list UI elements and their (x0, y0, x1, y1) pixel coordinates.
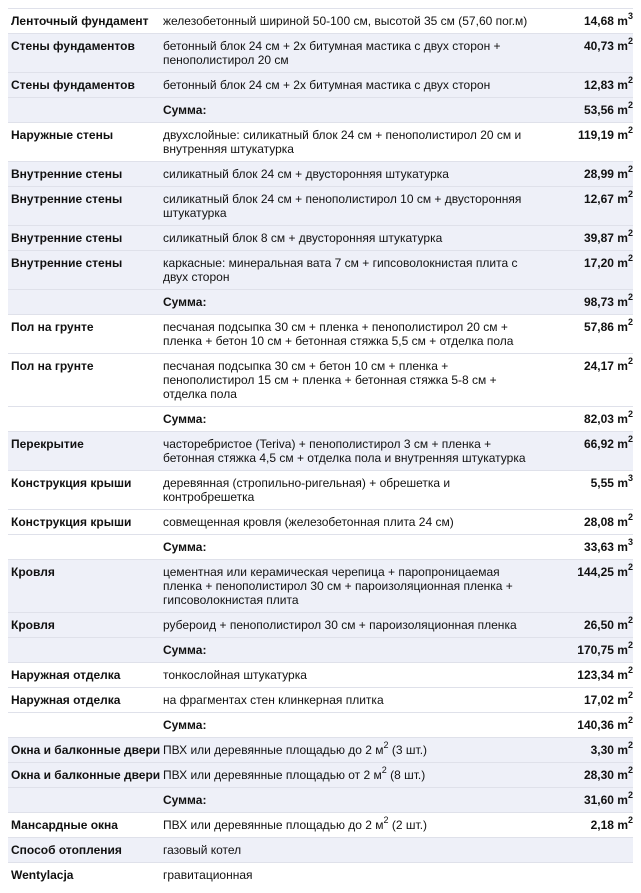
description-text: ПВХ или деревянные площадью до 2 м (163, 818, 384, 832)
element-value (546, 34, 633, 73)
description-text: Сумма: (163, 540, 207, 554)
element-name (8, 251, 163, 290)
element-name (8, 560, 163, 613)
sum-row (8, 535, 633, 560)
unit-exponent: 2 (627, 317, 633, 327)
element-value (546, 315, 633, 354)
description-text: газовый котел (163, 843, 242, 857)
description-text: цементная или керамическая черепица + паропроницаемая пленка + пенополистирол 30 см + пароизоляционная пленка + гипсоволокнистая плита (163, 565, 513, 607)
unit-exponent: 2 (627, 512, 633, 522)
element-name (8, 98, 163, 123)
unit-exponent: 2 (627, 164, 633, 174)
element-name (8, 471, 163, 510)
description-tail: (8 шт.) (386, 768, 426, 782)
element-name-text: Внутренние стены (11, 167, 123, 181)
value-text: 17,02 m (583, 693, 628, 707)
element-description (163, 187, 546, 226)
element-description (163, 663, 546, 688)
element-value (546, 290, 633, 315)
unit-exponent: 2 (627, 790, 633, 800)
description-tail: (3 шт.) (388, 743, 428, 757)
table-row (8, 838, 633, 863)
unit-exponent: 2 (627, 75, 633, 85)
sum-row (8, 638, 633, 663)
element-name (8, 432, 163, 471)
element-name-text: Мансардные окна (11, 818, 118, 832)
element-description (163, 838, 546, 863)
element-value (546, 187, 633, 226)
element-description (163, 98, 546, 123)
table-body (8, 9, 633, 888)
sum-row (8, 788, 633, 813)
element-name (8, 738, 163, 763)
element-description (163, 354, 546, 407)
element-name-text: Внутренние стены (11, 192, 123, 206)
element-name (8, 663, 163, 688)
unit-exponent: 2 (627, 690, 633, 700)
building-specs-table (8, 8, 633, 887)
element-name-text: Стены фундаментов (11, 39, 135, 53)
element-value (546, 123, 633, 162)
element-description (163, 432, 546, 471)
unit-exponent: 2 (627, 640, 633, 650)
element-value (546, 663, 633, 688)
description-text: силикатный блок 8 см + двусторонняя штукатурка (163, 231, 443, 245)
value-text: 31,60 m (583, 793, 628, 807)
description-text: часторебристое (Teriva) + пенополистирол 3 см + пленка + бетонная стяжка 4,5 см + отделка пола и внутренняя штукатурка (163, 437, 526, 465)
element-name-text: Кровля (11, 618, 55, 632)
description-text: деревянная (стропильно-ригельная) + обрешетка и контробрешетка (163, 476, 451, 504)
unit-exponent: 2 (627, 562, 633, 572)
element-name-text: Ленточный фундамент (11, 14, 149, 28)
element-name (8, 226, 163, 251)
element-name (8, 354, 163, 407)
description-text: рубероид + пенополистирол 30 см + пароизоляционная пленка (163, 618, 517, 632)
element-description (163, 73, 546, 98)
description-text: Сумма: (163, 718, 207, 732)
unit-exponent: 2 (627, 740, 633, 750)
value-text: 66,92 m (583, 437, 628, 451)
description-text: двухслойные: силикатный блок 24 см + пенополистирол 20 см и внутренняя штукатурка (163, 128, 522, 156)
element-description (163, 613, 546, 638)
element-name (8, 838, 163, 863)
element-description (163, 763, 546, 788)
value-text: 12,83 m (583, 78, 628, 92)
sum-row (8, 407, 633, 432)
unit-exponent: 2 (627, 356, 633, 366)
description-text: бетонный блок 24 см + 2х битумная мастика с двух сторон (163, 78, 491, 92)
unit-exponent: 2 (627, 189, 633, 199)
element-description (163, 738, 546, 763)
table-row (8, 73, 633, 98)
sum-row (8, 290, 633, 315)
table-row (8, 813, 633, 838)
element-name (8, 688, 163, 713)
element-value (546, 763, 633, 788)
element-value (546, 813, 633, 838)
element-name-text: Стены фундаментов (11, 78, 135, 92)
element-name (8, 510, 163, 535)
description-text: Сумма: (163, 412, 207, 426)
description-text: Сумма: (163, 643, 207, 657)
value-text: 28,99 m (583, 167, 628, 181)
element-name-text: Пол на грунте (11, 320, 94, 334)
element-name-text: Конструкция крыши (11, 515, 132, 529)
value-text: 26,50 m (583, 618, 628, 632)
description-text: силикатный блок 24 см + пенополистирол 10 см + двусторонняя штукатурка (163, 192, 522, 220)
element-description (163, 688, 546, 713)
element-name (8, 638, 163, 663)
element-name-text: Наружная отделка (11, 668, 121, 682)
value-text: 119,19 m (577, 128, 628, 142)
element-name (8, 9, 163, 34)
element-name-text: Окна и балконные двери (11, 743, 161, 757)
table-row (8, 688, 633, 713)
table-row (8, 613, 633, 638)
element-description (163, 638, 546, 663)
element-description (163, 162, 546, 187)
value-text: 28,08 m (583, 515, 628, 529)
value-text: 57,86 m (583, 320, 628, 334)
element-name-text: Наружные стены (11, 128, 114, 142)
element-name (8, 73, 163, 98)
value-text: 28,30 m (583, 768, 628, 782)
table-row (8, 738, 633, 763)
element-name (8, 162, 163, 187)
table-row (8, 187, 633, 226)
unit-exponent: 2 (627, 434, 633, 444)
element-description (163, 9, 546, 34)
element-description (163, 788, 546, 813)
description-text: Сумма: (163, 103, 207, 117)
element-description (163, 813, 546, 838)
unit-exponent: 2 (627, 815, 633, 825)
element-value (546, 471, 633, 510)
element-name (8, 763, 163, 788)
element-name (8, 613, 163, 638)
element-name (8, 123, 163, 162)
element-value (546, 560, 633, 613)
unit-exponent: 2 (627, 253, 633, 263)
description-text: песчаная подсыпка 30 см + бетон 10 см + пленка + пенополистирол 15 см + пленка + бетонная стяжка 5-8 см + отделка пола (163, 359, 497, 401)
element-name (8, 290, 163, 315)
description-text: силикатный блок 24 см + двусторонняя штукатурка (163, 167, 449, 181)
value-text: 39,87 m (583, 231, 628, 245)
value-text: 53,56 m (583, 103, 628, 117)
value-text: 2,18 m (590, 818, 628, 832)
value-text: 170,75 m (577, 643, 628, 657)
description-text: гравитационная (163, 868, 253, 882)
description-text: песчаная подсыпка 30 см + пленка + пенополистирол 20 см + пленка + бетон 10 см + бетонная стяжка 5,5 см + отделка пола (163, 320, 514, 348)
description-text: бетонный блок 24 см + 2х битумная мастика с двух сторон + пенополистирол 20 см (163, 39, 501, 67)
element-value (546, 162, 633, 187)
description-exponent: 2 (383, 740, 389, 750)
unit-exponent: 2 (627, 615, 633, 625)
description-text: на фрагментах стен клинкерная плитка (163, 693, 384, 707)
value-text: 12,67 m (583, 192, 628, 206)
element-name-text: Окна и балконные двери (11, 768, 161, 782)
description-text: ПВХ или деревянные площадью от 2 м (163, 768, 382, 782)
description-text: каркасные: минеральная вата 7 см + гипсоволокнистая плита с двух сторон (163, 256, 518, 284)
element-name-text: Конструкция крыши (11, 476, 132, 490)
element-value (546, 613, 633, 638)
element-value (546, 432, 633, 471)
table-row (8, 9, 633, 34)
element-value (546, 688, 633, 713)
element-description (163, 290, 546, 315)
element-description (163, 123, 546, 162)
value-text: 17,20 m (583, 256, 628, 270)
element-description (163, 863, 546, 888)
unit-exponent: 2 (627, 409, 633, 419)
unit-exponent: 2 (627, 36, 633, 46)
description-text: Сумма: (163, 295, 207, 309)
element-description (163, 535, 546, 560)
unit-exponent: 2 (627, 765, 633, 775)
element-description (163, 226, 546, 251)
value-text: 3,30 m (590, 743, 628, 757)
element-description (163, 34, 546, 73)
description-text: совмещенная кровля (железобетонная плита 24 см) (163, 515, 454, 529)
table-row (8, 315, 633, 354)
element-name-text: Внутренние стены (11, 231, 123, 245)
element-value (546, 713, 633, 738)
table-row (8, 226, 633, 251)
value-text: 33,63 m (583, 540, 628, 554)
value-text: 14,68 m (583, 14, 628, 28)
unit-exponent: 3 (627, 537, 633, 547)
element-name (8, 713, 163, 738)
sum-row (8, 713, 633, 738)
table-row (8, 162, 633, 187)
value-text: 123,34 m (577, 668, 628, 682)
element-name-text: Wentylacja (11, 868, 74, 882)
description-text: ПВХ или деревянные площадью до 2 м (163, 743, 384, 757)
element-description (163, 510, 546, 535)
element-description (163, 560, 546, 613)
element-description (163, 471, 546, 510)
table-row (8, 863, 633, 888)
element-value (546, 407, 633, 432)
unit-exponent: 3 (627, 473, 633, 483)
value-text: 40,73 m (583, 39, 628, 53)
element-name (8, 863, 163, 888)
element-name-text: Способ отопления (11, 843, 122, 857)
value-text: 24,17 m (583, 359, 628, 373)
table-row (8, 354, 633, 407)
element-name (8, 788, 163, 813)
element-description (163, 407, 546, 432)
table-row (8, 251, 633, 290)
table-row (8, 663, 633, 688)
unit-exponent: 2 (627, 228, 633, 238)
element-name (8, 813, 163, 838)
element-description (163, 315, 546, 354)
element-name (8, 315, 163, 354)
table-row (8, 510, 633, 535)
element-description (163, 713, 546, 738)
table-row (8, 432, 633, 471)
table-row (8, 34, 633, 73)
table-row (8, 471, 633, 510)
element-value (546, 535, 633, 560)
unit-exponent: 2 (627, 665, 633, 675)
table-row (8, 123, 633, 162)
element-name-text: Внутренние стены (11, 256, 123, 270)
element-name (8, 407, 163, 432)
element-name (8, 34, 163, 73)
element-value (546, 226, 633, 251)
element-value (546, 354, 633, 407)
element-name (8, 187, 163, 226)
description-text: тонкослойная штукатурка (163, 668, 307, 682)
sum-row (8, 98, 633, 123)
element-description (163, 251, 546, 290)
description-text: Сумма: (163, 793, 207, 807)
table-row (8, 763, 633, 788)
element-value (546, 510, 633, 535)
value-text: 140,36 m (577, 718, 628, 732)
unit-exponent: 2 (627, 292, 633, 302)
element-value (546, 73, 633, 98)
table-row (8, 560, 633, 613)
value-text: 5,55 m (590, 476, 628, 490)
element-name-text: Пол на грунте (11, 359, 94, 373)
element-value (546, 838, 633, 863)
value-text: 144,25 m (577, 565, 628, 579)
element-value (546, 638, 633, 663)
unit-exponent: 3 (627, 11, 633, 21)
value-text: 98,73 m (583, 295, 628, 309)
element-value (546, 251, 633, 290)
element-value (546, 738, 633, 763)
element-name-text: Перекрытие (11, 437, 84, 451)
element-value (546, 9, 633, 34)
element-name (8, 535, 163, 560)
element-value (546, 788, 633, 813)
description-exponent: 2 (381, 765, 387, 775)
unit-exponent: 2 (627, 125, 633, 135)
element-name-text: Наружная отделка (11, 693, 121, 707)
unit-exponent: 2 (627, 100, 633, 110)
description-exponent: 2 (383, 815, 389, 825)
element-value (546, 863, 633, 888)
value-text: 82,03 m (583, 412, 628, 426)
unit-exponent: 2 (627, 715, 633, 725)
description-tail: (2 шт.) (388, 818, 428, 832)
description-text: железобетонный шириной 50-100 см, высотой 35 см (57,60 пог.м) (163, 14, 528, 28)
element-name-text: Кровля (11, 565, 55, 579)
element-value (546, 98, 633, 123)
